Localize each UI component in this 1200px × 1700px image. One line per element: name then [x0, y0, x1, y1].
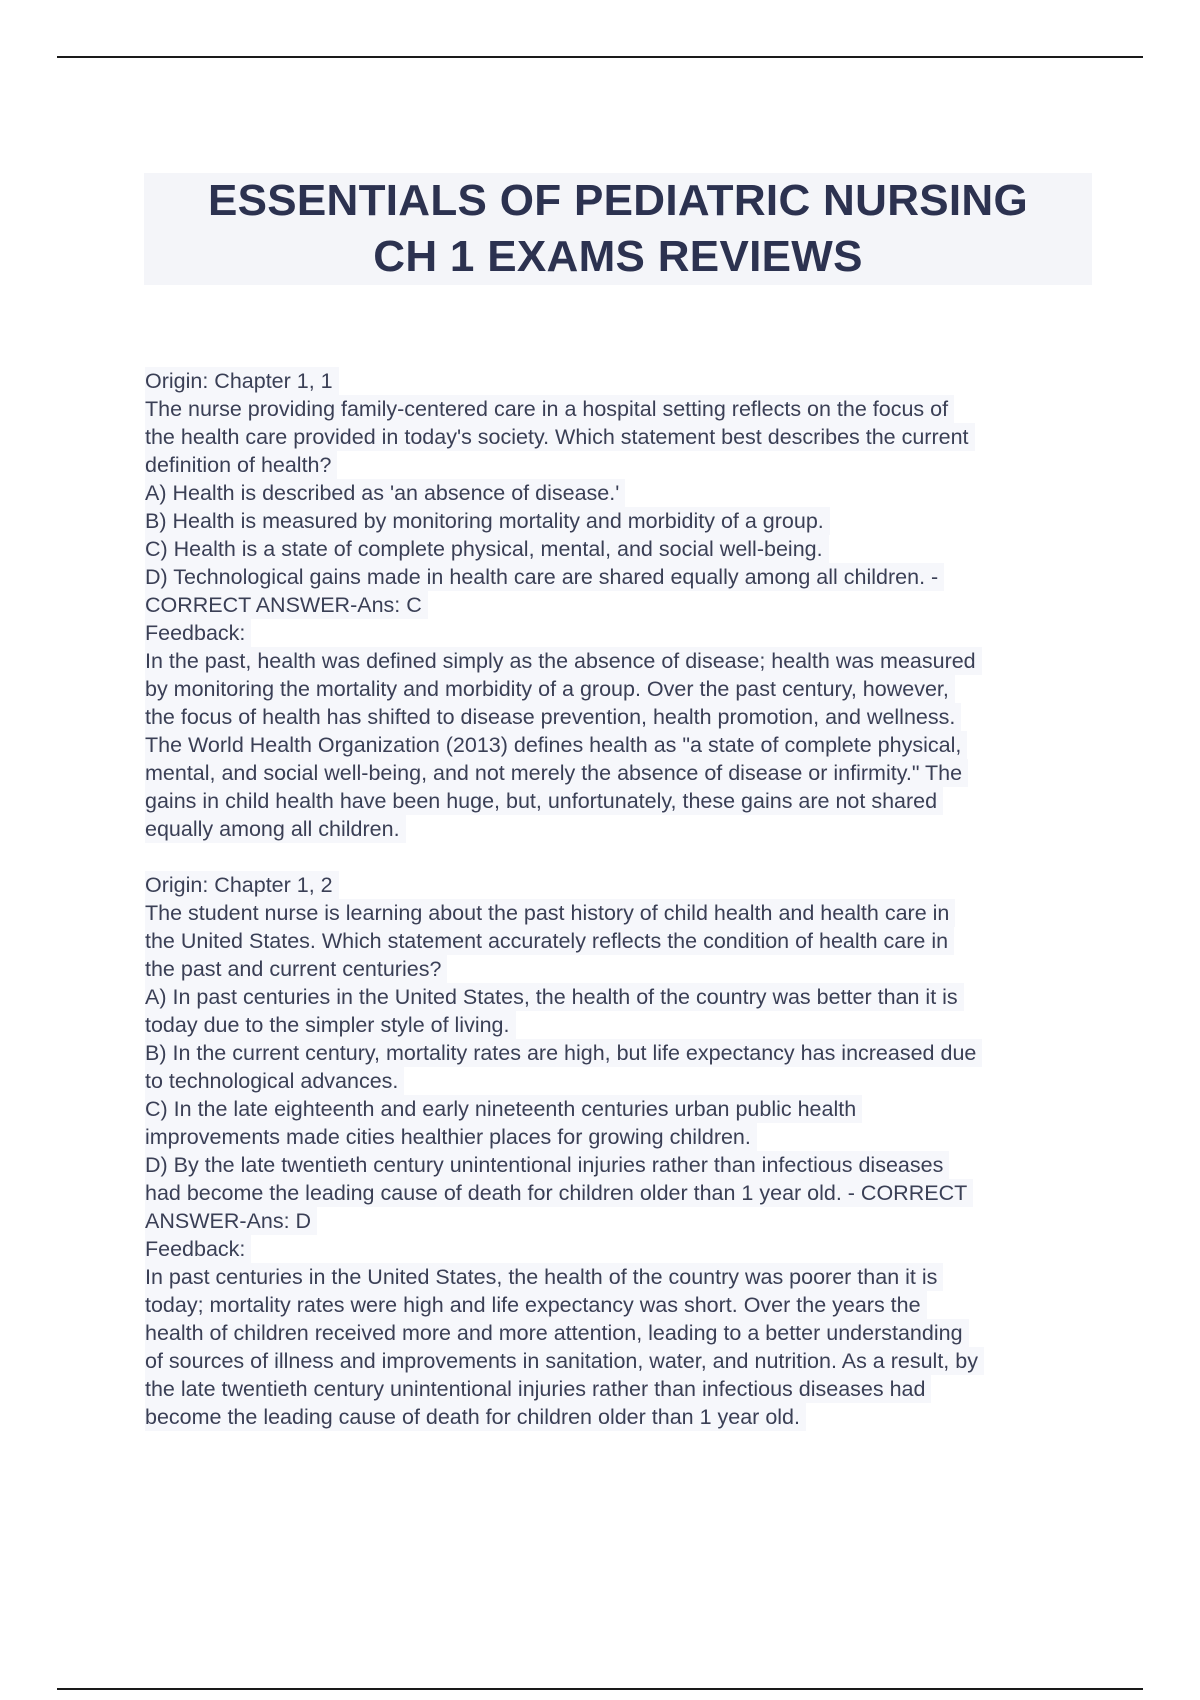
text-line: A) Health is described as 'an absence of disease.' [145, 479, 625, 507]
question-list [145, 367, 1095, 1431]
text-line: the health care provided in today's society. Which statement best describes the current [145, 423, 975, 451]
text-line: to technological advances. [145, 1067, 404, 1095]
text-line: of sources of illness and improvements in sanitation, water, and nutrition. As a result, by [145, 1347, 984, 1375]
text-line: today due to the simpler style of living. [145, 1011, 516, 1039]
text-line: The nurse providing family-centered care in a hospital setting reflects on the focus of [145, 395, 954, 423]
text-line: today; mortality rates were high and life expectancy was short. Over the years the [145, 1291, 927, 1319]
text-line: D) By the late twentieth century unintentional injuries rather than infectious diseases [145, 1151, 949, 1179]
text-line: mental, and social well-being, and not merely the absence of disease or infirmity." The [145, 759, 968, 787]
text-line: ANSWER-Ans: D [145, 1207, 317, 1235]
text-line: health of children received more and more attention, leading to a better understanding [145, 1319, 969, 1347]
text-line: The student nurse is learning about the past history of child health and health care in [145, 899, 955, 927]
text-line: D) Technological gains made in health care are shared equally among all children. - [145, 563, 944, 591]
text-line: B) In the current century, mortality rates are high, but life expectancy has increased due [145, 1039, 982, 1067]
title-line: CH 1 EXAMS REVIEWS [373, 232, 863, 281]
text-line: A) In past centuries in the United States, the health of the country was better than it is [145, 983, 964, 1011]
document-body [145, 367, 1095, 1431]
text-line: B) Health is measured by monitoring mortality and morbidity of a group. [145, 507, 830, 535]
text-line: Feedback: [145, 619, 251, 647]
text-line: gains in child health have been huge, but, unfortunately, these gains are not shared [145, 787, 943, 815]
bottom-rule [57, 1688, 1143, 1690]
text-line: by monitoring the mortality and morbidity of a group. Over the past century, however, [145, 675, 955, 703]
top-rule [57, 56, 1143, 58]
text-line: the past and current centuries? [145, 955, 447, 983]
text-line: C) In the late eighteenth and early nineteenth centuries urban public health [145, 1095, 862, 1123]
text-line: C) Health is a state of complete physical, mental, and social well-being. [145, 535, 829, 563]
text-line: equally among all children. [145, 815, 406, 843]
question-block [145, 871, 1095, 1431]
text-line: the focus of health has shifted to disease prevention, health promotion, and wellness. [145, 703, 961, 731]
text-line: become the leading cause of death for children older than 1 year old. [145, 1403, 806, 1431]
spacer [145, 843, 1095, 871]
text-line: definition of health? [145, 451, 337, 479]
title-line: ESSENTIALS OF PEDIATRIC NURSING [207, 176, 1029, 225]
text-line: CORRECT ANSWER-Ans: C [145, 591, 428, 619]
text-line: Feedback: [145, 1235, 251, 1263]
text-line: the late twentieth century unintentional injuries rather than infectious diseases had [145, 1375, 931, 1403]
text-line: The World Health Organization (2013) defines health as "a state of complete physical, [145, 731, 967, 759]
question-block [145, 367, 1095, 843]
text-line: had become the leading cause of death for children older than 1 year old. - CORRECT [145, 1179, 973, 1207]
text-line: the United States. Which statement accurately reflects the condition of health care in [145, 927, 954, 955]
text-line: Origin: Chapter 1, 2 [145, 871, 339, 899]
document-title [144, 173, 1092, 285]
text-line: In the past, health was defined simply as the absence of disease; health was measured [145, 647, 982, 675]
text-line: Origin: Chapter 1, 1 [145, 367, 339, 395]
text-line: In past centuries in the United States, the health of the country was poorer than it is [145, 1263, 943, 1291]
text-line: improvements made cities healthier places for growing children. [145, 1123, 757, 1151]
